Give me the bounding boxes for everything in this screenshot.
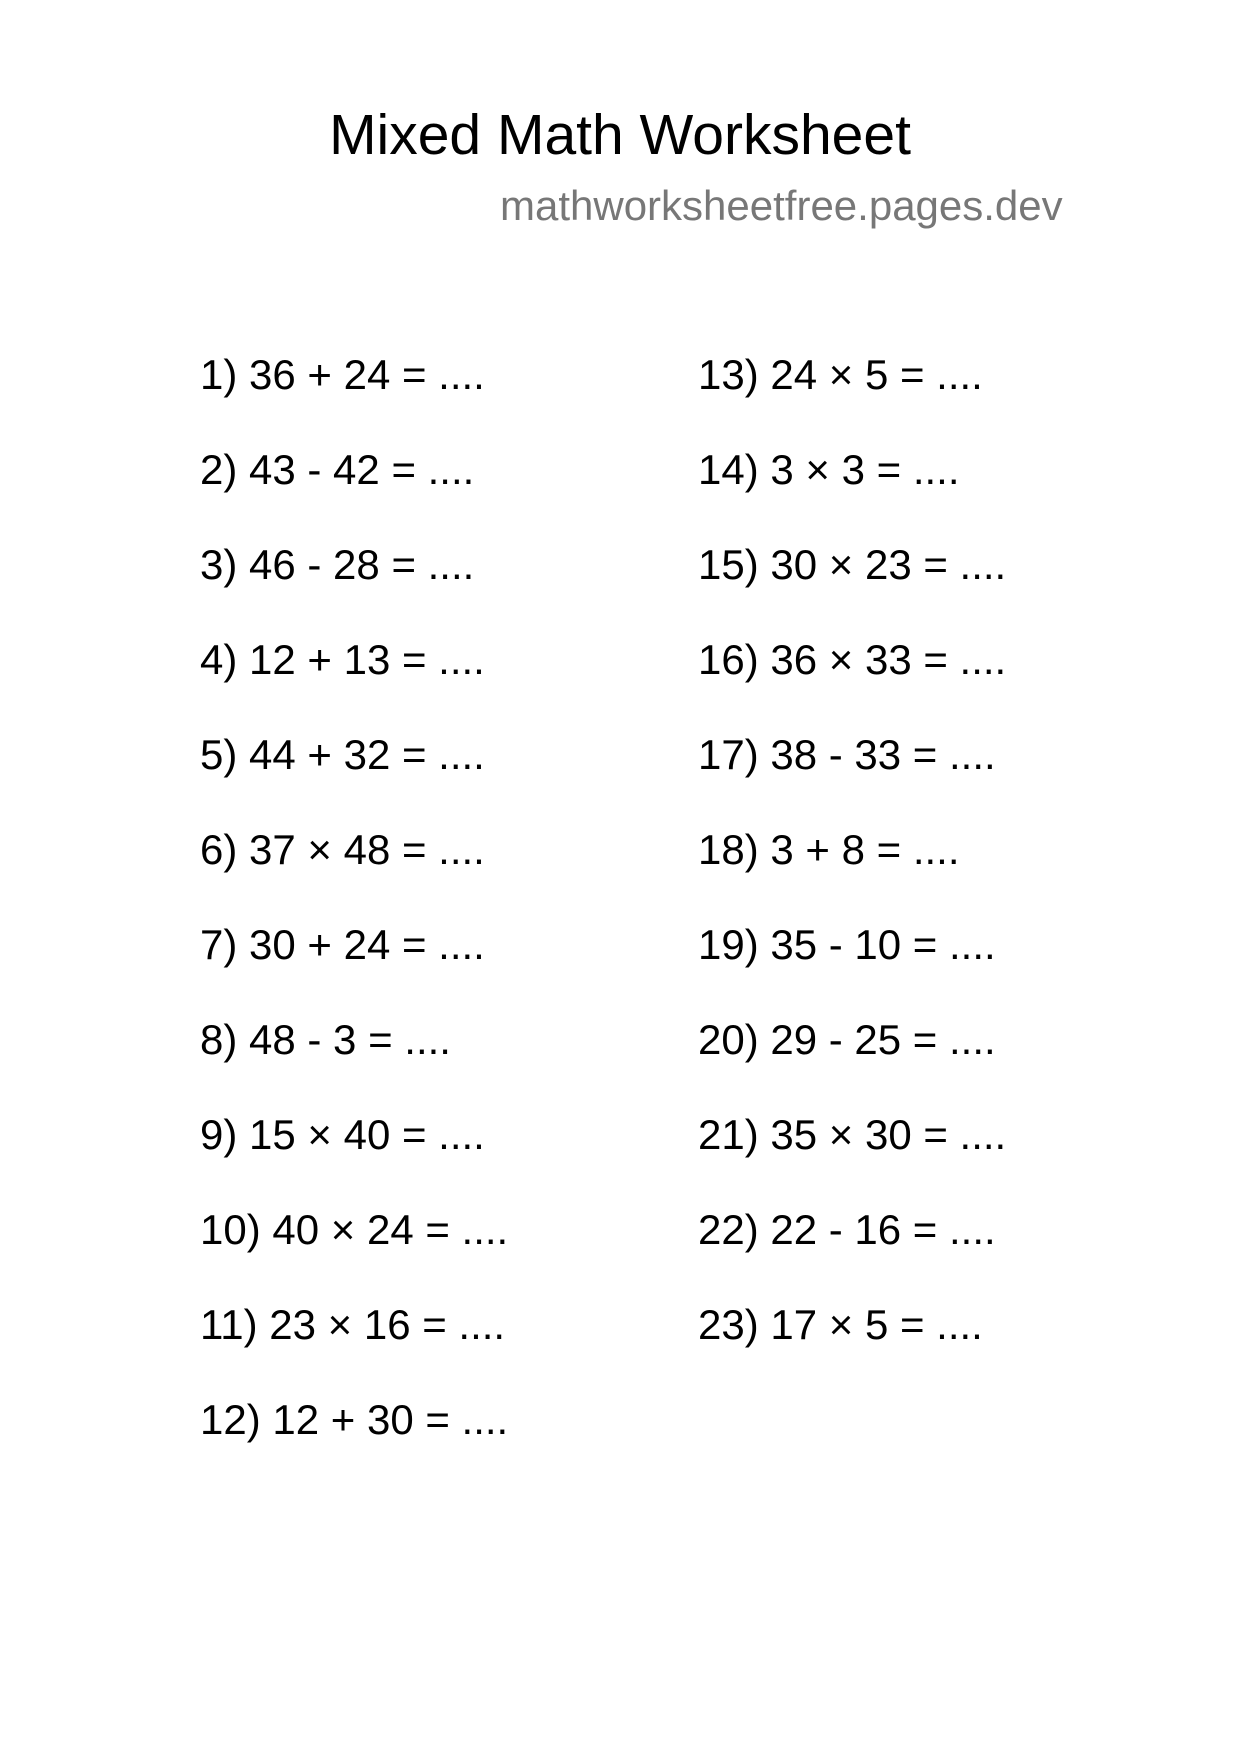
problem-21: 21) 35 × 30 = .... [698, 1111, 1007, 1158]
problem-column-left [200, 345, 508, 1485]
problem-column-right [698, 345, 1006, 1390]
problem-13: 13) 24 × 5 = .... [698, 351, 983, 398]
page-title: Mixed Math Worksheet [329, 103, 911, 167]
problem-14: 14) 3 × 3 = .... [698, 446, 960, 493]
problem-20: 20) 29 - 25 = .... [698, 1016, 996, 1063]
problem-4: 4) 12 + 13 = .... [200, 636, 485, 683]
problem-8: 8) 48 - 3 = .... [200, 1016, 451, 1063]
problem-5: 5) 44 + 32 = .... [200, 731, 485, 778]
problem-7: 7) 30 + 24 = .... [200, 921, 485, 968]
problem-19: 19) 35 - 10 = .... [698, 921, 996, 968]
problem-22: 22) 22 - 16 = .... [698, 1206, 996, 1253]
problem-18: 18) 3 + 8 = .... [698, 826, 960, 873]
problem-2: 2) 43 - 42 = .... [200, 446, 475, 493]
problem-9: 9) 15 × 40 = .... [200, 1111, 485, 1158]
problem-1: 1) 36 + 24 = .... [200, 351, 485, 398]
website-url: mathworksheetfree.pages.dev [500, 182, 1063, 229]
problem-16: 16) 36 × 33 = .... [698, 636, 1007, 683]
problem-10: 10) 40 × 24 = .... [200, 1206, 509, 1253]
problem-6: 6) 37 × 48 = .... [200, 826, 485, 873]
problem-17: 17) 38 - 33 = .... [698, 731, 996, 778]
problem-12: 12) 12 + 30 = .... [200, 1396, 509, 1443]
problem-3: 3) 46 - 28 = .... [200, 541, 475, 588]
problem-11: 11) 23 × 16 = .... [200, 1301, 506, 1348]
problem-23: 23) 17 × 5 = .... [698, 1301, 983, 1348]
problem-15: 15) 30 × 23 = .... [698, 541, 1007, 588]
